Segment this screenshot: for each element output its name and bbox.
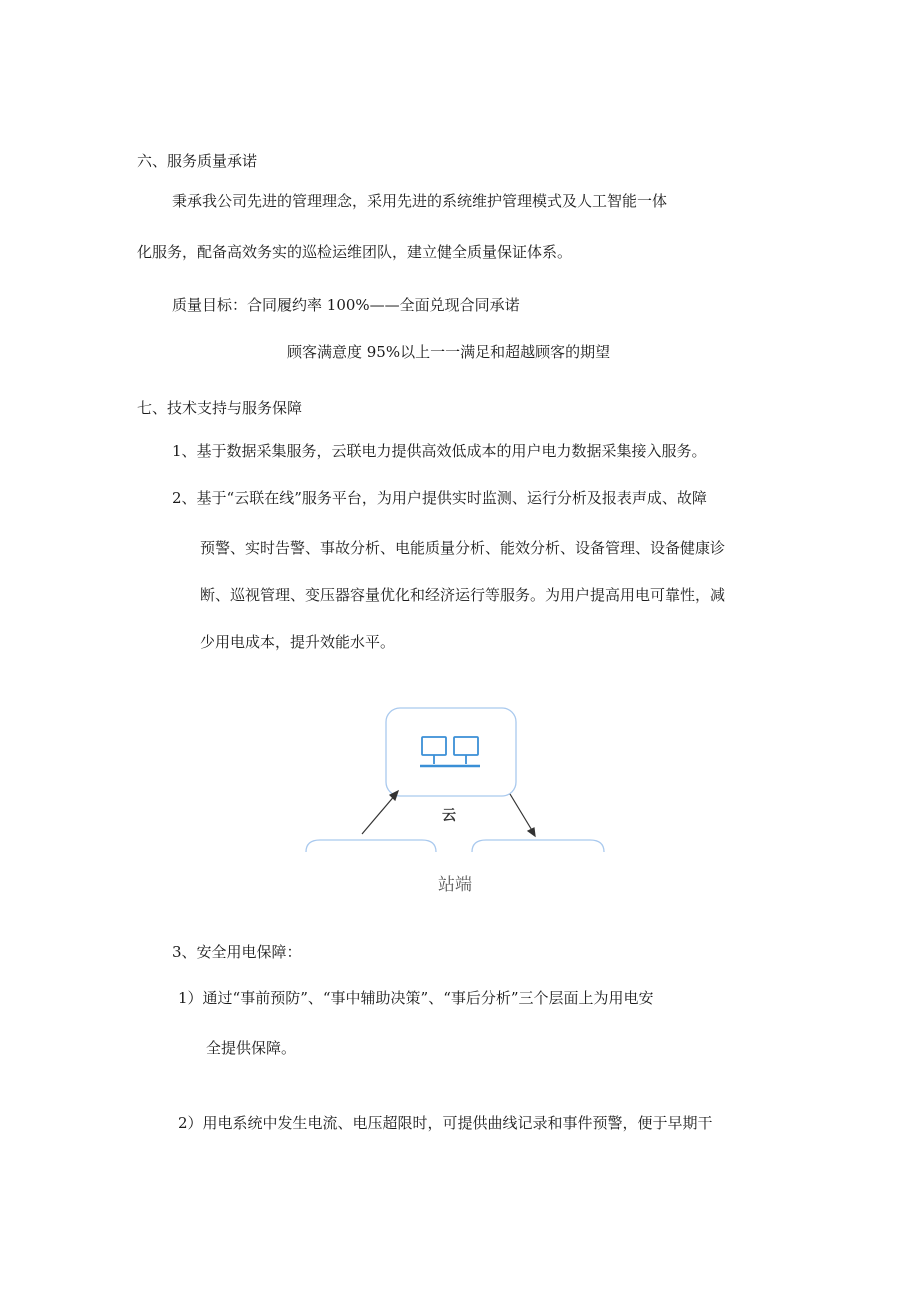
cloud-box: [386, 708, 516, 796]
section-7-item-3-1-line-2: 全提供保障。: [206, 1039, 297, 1057]
section-7-item-3-1-line-1: 1）通过“事前预防”、“事中辅助决策”、“事后分析”三个层面上为用电安: [178, 989, 654, 1007]
station-bracket-right: [472, 840, 604, 852]
quality-goal-2: 顾客满意度 95%以上一一满足和超越顾客的期望: [287, 343, 611, 361]
section-7-item-2-line-4: 少用电成本，提升效能水平。: [200, 633, 396, 651]
section-7-item-2-line-3: 断、巡视管理、变压器容量优化和经济运行等服务。为用户提高用电可靠性，减: [200, 586, 726, 604]
station-bracket-left: [306, 840, 436, 852]
section-7-item-2-line-1: 2、基于“云联在线”服务平台，为用户提供实时监测、运行分析及报表声成、故障: [172, 489, 707, 507]
section-7-item-3: 3、安全用电保障：: [172, 943, 302, 961]
section-6-paragraph-line-2: 化服务，配备高效务实的巡检运维团队，建立健全质量保证体系。: [137, 243, 573, 261]
upload-arrow: [362, 791, 398, 834]
section-7-item-3-2-line-1: 2）用电系统中发生电流、电压超限时，可提供曲线记录和事件预警，便于早期干: [178, 1114, 713, 1132]
station-label: 站端: [438, 875, 472, 895]
download-arrow: [510, 794, 535, 836]
section-7-item-2-line-2: 预警、实时告警、事故分析、电能质量分析、能效分析、设备管理、设备健康诊: [200, 539, 726, 557]
cloud-label: 云: [442, 808, 456, 824]
section-7-item-1: 1、基于数据采集服务，云联电力提供高效低成本的用户电力数据采集接入服务。: [172, 442, 707, 460]
section-7-title: 七、技术支持与服务保障: [137, 399, 303, 417]
quality-goal-1: 质量目标：合同履约率 100%——全面兑现合同承诺: [172, 296, 520, 314]
section-6-paragraph-line-1: 秉承我公司先进的管理理念，采用先进的系统维护管理模式及人工智能一体: [172, 192, 668, 210]
section-6-title: 六、服务质量承诺: [137, 152, 258, 170]
